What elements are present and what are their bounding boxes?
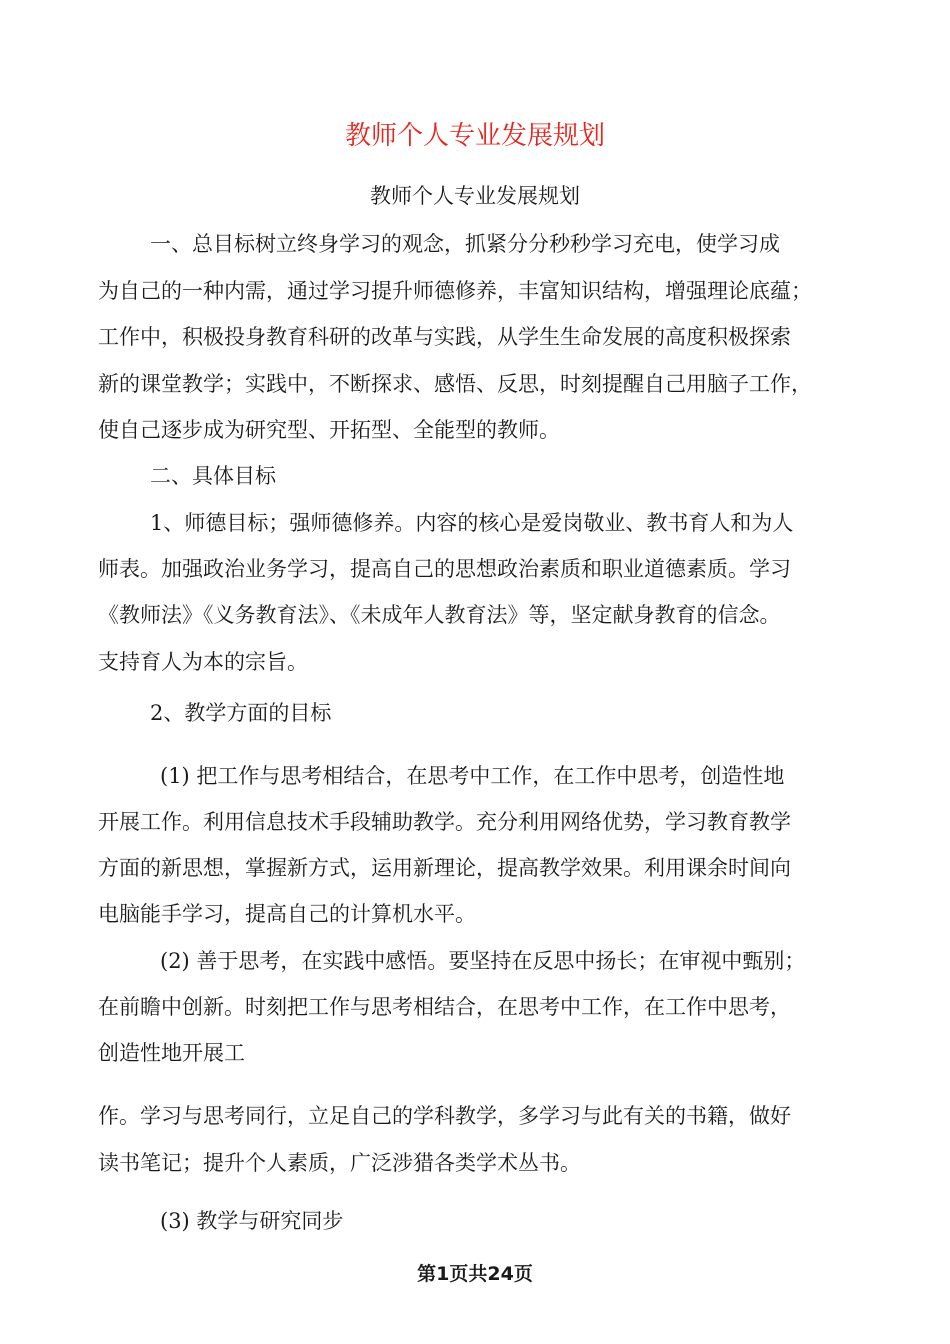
paragraph-line: 一、总目标树立终身学习的观念，抓紧分分秒秒学习充电，使学习成 bbox=[150, 232, 780, 256]
paragraph-line: 为自己的一种内需，通过学习提升师德修养，丰富知识结构，增强理论底蕴； bbox=[98, 279, 812, 303]
paragraph-line: 师表。加强政治业务学习，提高自己的思想政治素质和职业道德素质。学习 bbox=[98, 557, 791, 581]
paragraph-line: 读书笔记；提升个人素质，广泛涉猎各类学术丛书。 bbox=[98, 1151, 581, 1175]
paragraph-line: 使自己逐步成为研究型、开拓型、全能型的教师。 bbox=[98, 418, 560, 442]
paragraph-line: 开展工作。利用信息技术手段辅助教学。充分利用网络优势，学习教育教学 bbox=[98, 810, 791, 834]
paragraph-line: 电脑能手学习，提高自己的计算机水平。 bbox=[98, 902, 476, 926]
section-heading: (3) 教学与研究同步 bbox=[160, 1209, 344, 1233]
document-title: 教师个人专业发展规划 bbox=[344, 121, 605, 151]
paragraph-line: 方面的新思想，掌握新方式，运用新理论，提高教学效果。利用课余时间向 bbox=[98, 856, 791, 880]
section-heading: 二、具体目标 bbox=[150, 464, 276, 488]
page-number: 第1页共24页 bbox=[417, 1263, 533, 1285]
paragraph-line: 《教师法》《义务教育法》、《未成年人教育法》等，坚定献身教育的信念。 bbox=[98, 603, 781, 627]
section-heading: 2、教学方面的目标 bbox=[150, 701, 332, 725]
paragraph-line: 1、师德目标；强师德修养。内容的核心是爱岗敬业、教书育人和为人 bbox=[150, 511, 794, 535]
paragraph-line: 在前瞻中创新。时刻把工作与思考相结合，在思考中工作，在工作中思考， bbox=[98, 995, 791, 1019]
paragraph-line: (2) 善于思考，在实践中感悟。要坚持在反思中扬长；在审视中甄别； bbox=[160, 949, 806, 973]
paragraph-line: 作。学习与思考同行，立足自己的学科教学，多学习与此有关的书籍，做好 bbox=[98, 1104, 791, 1128]
document-subtitle: 教师个人专业发展规划 bbox=[370, 184, 580, 208]
paragraph-line: 支持育人为本的宗旨。 bbox=[98, 650, 308, 674]
paragraph-line: (1) 把工作与思考相结合，在思考中工作，在工作中思考，创造性地 bbox=[160, 764, 785, 788]
paragraph-line: 新的课堂教学；实践中，不断探求、感悟、反思，时刻提醒自己用脑子工作， bbox=[98, 372, 812, 396]
paragraph-line: 工作中，积极投身教育科研的改革与实践，从学生生命发展的高度积极探索 bbox=[98, 325, 791, 349]
paragraph-line: 创造性地开展工 bbox=[98, 1041, 245, 1065]
